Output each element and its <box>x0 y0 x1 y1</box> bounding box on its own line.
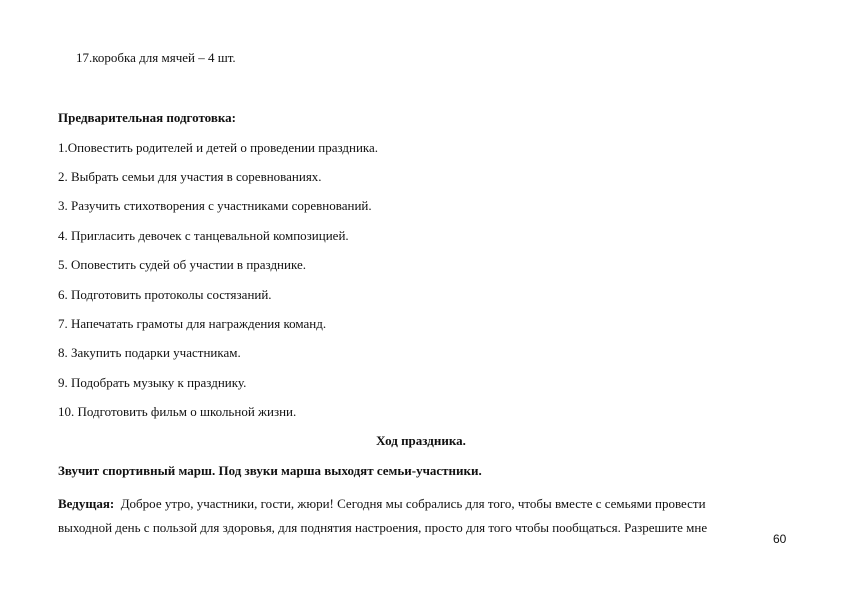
prep-item-7: 7. Напечатать грамоты для награждения команд. <box>58 316 327 331</box>
prep-item-9: 9. Подобрать музыку к празднику. <box>58 375 247 390</box>
prep-item-4: 4. Пригласить девочек с танцевальной композицией. <box>58 228 349 243</box>
prep-item-8: 8. Закупить подарки участникам. <box>58 345 241 360</box>
prep-item-3: 3. Разучить стихотворения с участниками соревнований. <box>58 198 372 213</box>
list-item-boxes: 17.коробка для мячей – 4 шт. <box>76 50 236 65</box>
prep-item-10: 10. Подготовить фильм о школьной жизни. <box>58 404 297 419</box>
prep-item-2: 2. Выбрать семьи для участия в соревнованиях. <box>58 169 322 184</box>
host-text-1: Доброе утро, участники, гости, жюри! Сегодня мы собрались для того, чтобы вместе с семьями провести <box>120 496 706 511</box>
page-number: 60 <box>773 532 787 546</box>
course-heading: Ход праздника. <box>376 433 466 448</box>
prep-heading: Предварительная подготовка: <box>58 110 236 125</box>
prep-item-5: 5. Оповестить судей об участии в празднике. <box>58 257 306 272</box>
march-line: Звучит спортивный марш. Под звуки марша выходят семьи-участники. <box>58 463 482 478</box>
host-paragraph-line2: выходной день с пользой для здоровья, для поднятия настроения, просто для того чтобы пообщаться. Разрешите мне <box>58 520 708 535</box>
prep-item-6: 6. Подготовить протоколы состязаний. <box>58 287 272 302</box>
prep-item-1: 1.Оповестить родителей и детей о проведении праздника. <box>58 140 379 155</box>
host-paragraph-line1 <box>58 496 706 512</box>
host-label: Ведущая: <box>58 496 115 511</box>
